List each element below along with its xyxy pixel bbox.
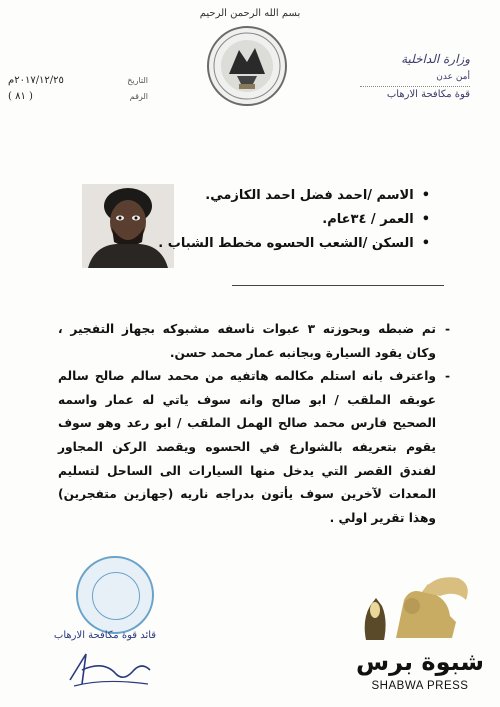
reference-row bbox=[8, 88, 148, 104]
issuing-authority bbox=[360, 52, 470, 100]
signer-title: قائد قوة مكافحة الارهاب bbox=[53, 630, 157, 641]
suspect-details bbox=[158, 184, 430, 256]
official-seal-emblem bbox=[207, 26, 287, 106]
report-body bbox=[58, 318, 450, 530]
stamp-emblem-icon bbox=[92, 572, 140, 620]
document-meta bbox=[8, 72, 148, 104]
watermark-arabic: شبوة برس bbox=[355, 648, 485, 676]
shabwa-press-lion-logo-icon bbox=[356, 570, 476, 650]
bismillah: بسم الله الرحمن الرحيم bbox=[199, 8, 301, 19]
handwritten-signature bbox=[64, 640, 154, 690]
suspect-age: • العمر / ٣٤عام. bbox=[190, 208, 430, 232]
reference-label: الرقم bbox=[129, 91, 148, 101]
date-label: التاريخ bbox=[127, 75, 148, 85]
divider-line bbox=[232, 285, 444, 286]
official-stamp bbox=[76, 556, 154, 634]
suspect-residence: • السكن /الشعب الحسوه مخطط الشباب . bbox=[190, 232, 430, 256]
reference-value: ( ٨١ ) bbox=[8, 90, 33, 102]
eagle-emblem-icon bbox=[209, 28, 285, 104]
watermark-english: SHABWA PRESS bbox=[371, 680, 469, 692]
date-value: ٢٠١٧/١٢/٢٥م bbox=[8, 74, 64, 86]
suspect-name: • الاسم /احمد فضل احمد الكازمي. bbox=[190, 184, 430, 208]
report-paragraph: - واعترف بانه استلم مكالمه هاتفيه من محمد سالم صالح سالم عوبقه الملقب / ابو صالح وانه سوف ياتي له عمار واسمه الصحيح فارس محمد صالح الهمل الملقب / ابو رعد وهو سوف يقوم بتعريفه بالشوارع في الحسوه ويقصد الركن المجاور لفندق القصر التي يدخل منها السيارات الى الساحل لتسليم المعدات لآخرين سوف يأتون بدراجه ناريه (جهازين متفجرين) وهذا تقرير اولي . bbox=[58, 365, 450, 530]
branch-name: أمن عدن bbox=[436, 72, 470, 82]
date-row bbox=[8, 72, 148, 88]
report-paragraph: - تم ضبطه وبحوزته ٣ عبوات ناسفه مشبوكه بجهاز التفجير ، وكان يقود السيارة وبجانبه عمار محمد حسن. bbox=[58, 318, 450, 365]
unit-name: قوة مكافحة الارهاب bbox=[360, 86, 470, 100]
ministry-name: وزارة الداخلية bbox=[401, 52, 470, 66]
